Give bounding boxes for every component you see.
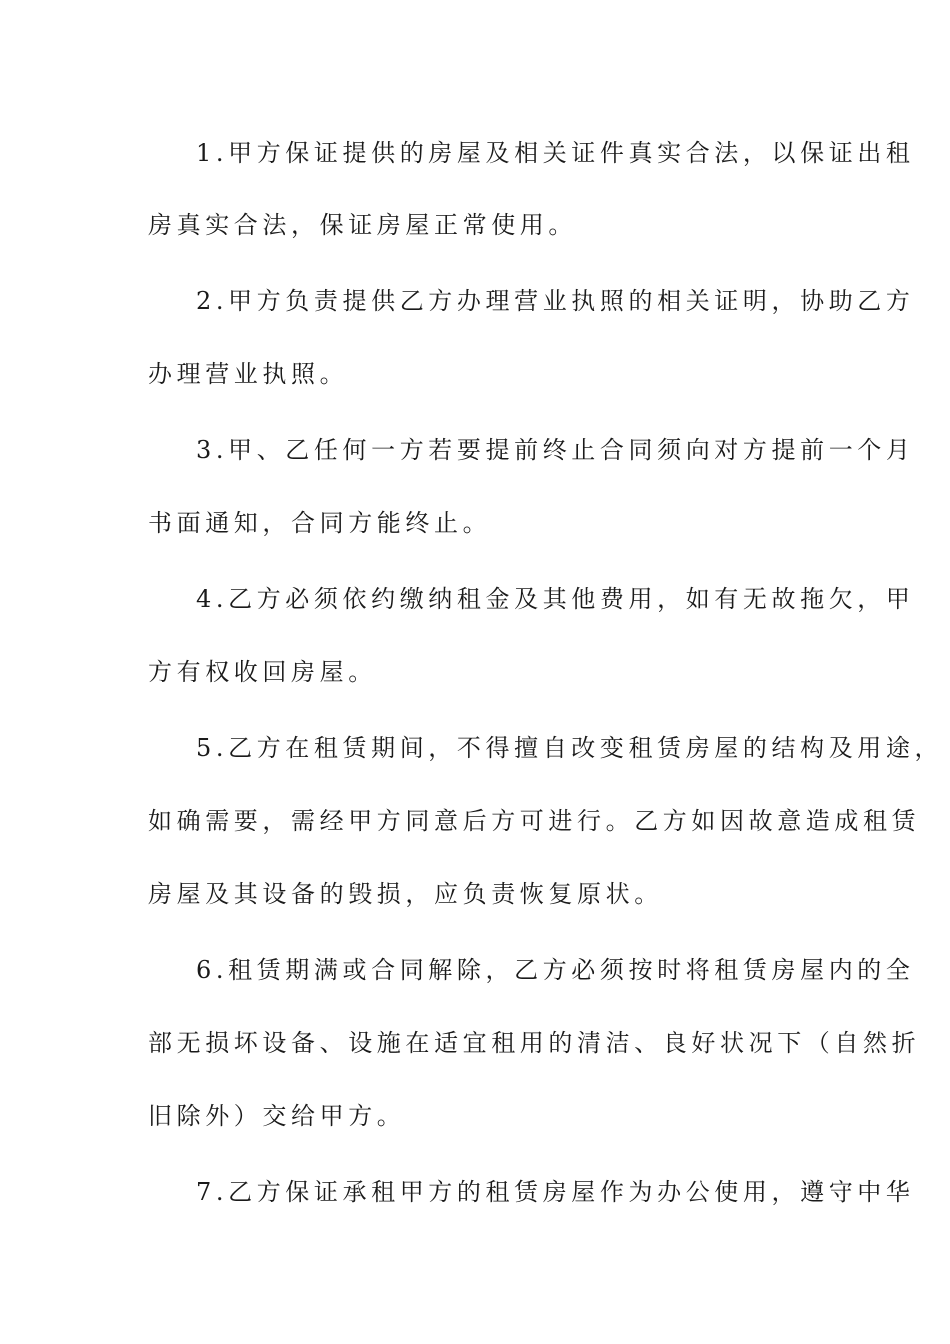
clause-3-line-2: 书面通知，合同方能终止。 bbox=[148, 509, 492, 537]
clause-6-line-3: 旧除外）交给甲方。 bbox=[148, 1102, 406, 1130]
clause-5-line-1: 5.乙方在租赁期间，不得擅自改变租赁房屋的结构及用途， bbox=[196, 734, 944, 762]
clause-4-line-1: 4.乙方必须依约缴纳租金及其他费用，如有无故拖欠，甲 bbox=[196, 585, 915, 613]
clause-6-line-1: 6.租赁期满或合同解除，乙方必须按时将租赁房屋内的全 bbox=[196, 956, 915, 984]
clause-1-line-2: 房真实合法，保证房屋正常使用。 bbox=[148, 211, 577, 239]
clause-7-line-1: 7.乙方保证承租甲方的租赁房屋作为办公使用，遵守中华 bbox=[196, 1178, 915, 1206]
clause-5-line-3: 房屋及其设备的毁损，应负责恢复原状。 bbox=[148, 880, 663, 908]
clause-2-line-2: 办理营业执照。 bbox=[148, 360, 349, 388]
clause-2-line-1: 2.甲方负责提供乙方办理营业执照的相关证明，协助乙方 bbox=[196, 287, 915, 315]
clause-3-line-1: 3.甲、乙任何一方若要提前终止合同须向对方提前一个月 bbox=[196, 436, 915, 464]
clause-5-line-2: 如确需要，需经甲方同意后方可进行。乙方如因故意造成租赁 bbox=[148, 807, 921, 835]
clause-1-line-1: 1.甲方保证提供的房屋及相关证件真实合法，以保证出租 bbox=[196, 139, 915, 167]
clause-4-line-2: 方有权收回房屋。 bbox=[148, 658, 377, 686]
clause-6-line-2: 部无损坏设备、设施在适宜租用的清洁、良好状况下（自然折 bbox=[148, 1029, 921, 1057]
